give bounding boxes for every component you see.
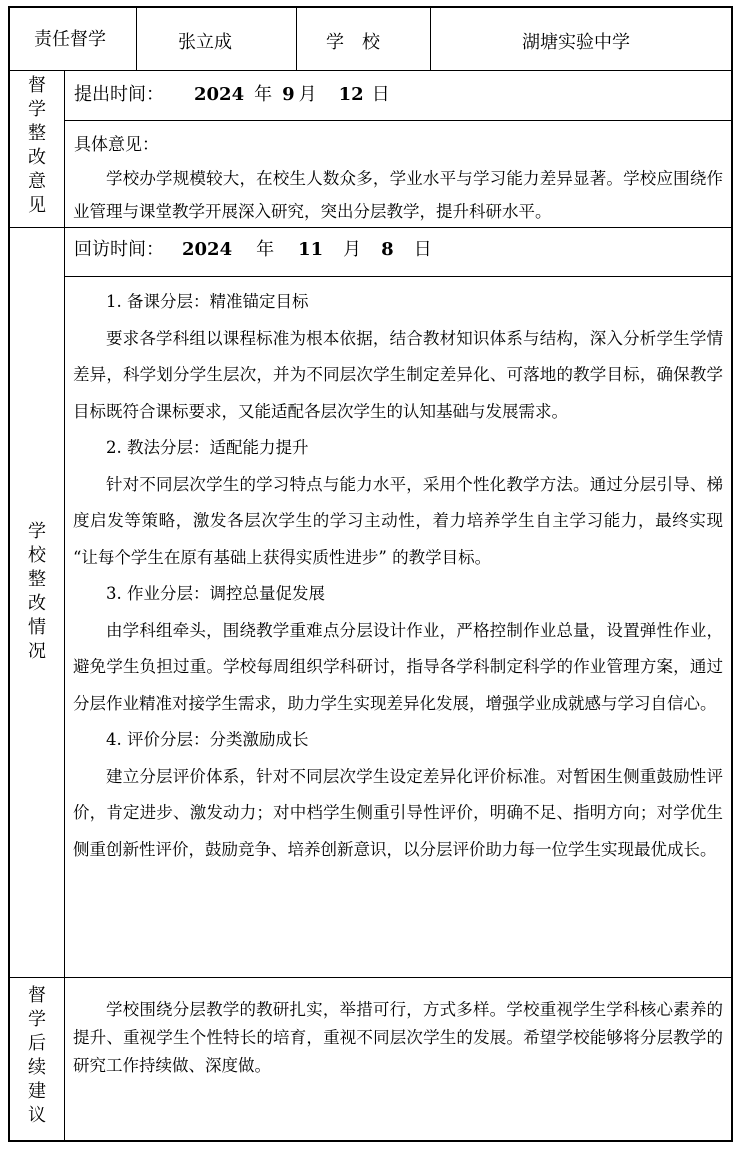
- section1-label: 督学整改意见: [28, 75, 46, 216]
- section3-label: 督学后续建议: [28, 985, 46, 1126]
- revisit-date: [74, 240, 432, 260]
- item-1-text: 要求各学科组以课程标准为根本依据，结合教材知识体系与结构，深入分析学生学情差异，科学划分学生层次，并为不同层次学生制定差异化、可落地的教学目标，确保教学目标既符合课标要求，又能适配各层次学生的认知基础与发展需求。: [73, 328, 723, 421]
- proposal-date-label: 提出时间：: [74, 84, 164, 105]
- revisit-unit-day: 日: [413, 239, 432, 260]
- section2-bottom-line: [8, 977, 733, 978]
- proposal-unit-day: 日: [371, 84, 390, 105]
- item-1-heading: 1. 备课分层：精准锚定目标: [106, 292, 309, 311]
- item-3-text: 由学科组牵头，围绕教学重难点分层设计作业，严格控制作业总量，设置弹性作业，避免学生负担过重。学校每周组织学科研讨，指导各学科制定科学的作业管理方案，通过分层作业精准对接学生需求，助力学生实现差异化发展，增强学业成就感与学习自信心。: [73, 620, 723, 713]
- proposal-unit-year: 年: [254, 84, 273, 105]
- section2-inner-line: [64, 276, 733, 277]
- header-divider-2: [296, 6, 297, 70]
- item-2-heading: 2. 教法分层：适配能力提升: [106, 438, 309, 457]
- item-3-heading: 3. 作业分层：调控总量促发展: [106, 584, 325, 603]
- revisit-unit-month: 月: [343, 239, 362, 260]
- revisit-date-year: 2024: [182, 239, 233, 260]
- opinion-text: 学校办学规模较大，在校生人数众多，学业水平与学习能力差异显著。学校应围绕作业管理与课堂教学开展深入研究，突出分层教学，提升科研水平。: [73, 169, 723, 221]
- proposal-date: [74, 85, 390, 105]
- rectification-list: [73, 284, 723, 868]
- opinion-text-block: [73, 162, 723, 228]
- opinion-title: 具体意见：: [74, 135, 159, 155]
- border-top: [8, 6, 733, 8]
- revisit-date-label: 回访时间：: [74, 239, 164, 260]
- proposal-date-year: 2024: [194, 84, 245, 105]
- role-label: 责任督学: [34, 29, 106, 50]
- follow-up-block: [73, 996, 723, 1080]
- follow-up-text: 学校围绕分层教学的教研扎实，举措可行，方式多样。学校重视学生学科核心素养的提升、重视学生个性特长的培育，重视不同层次学生的发展。希望学校能够将分层教学的研究工作持续做、深度做。: [73, 1000, 723, 1075]
- inspector-name: 张立成: [178, 32, 232, 53]
- item-4-heading: 4. 评价分层：分类激励成长: [106, 730, 309, 749]
- border-left: [8, 6, 10, 1142]
- proposal-date-day: 12: [338, 84, 364, 105]
- proposal-date-month: 9: [282, 84, 295, 105]
- item-4-text: 建立分层评价体系，针对不同层次学生设定差异化评价标准。对暂困生侧重鼓励性评价，肯定进步、激发动力；对中档学生侧重引导性评价，明确不足、指明方向；对学优生侧重创新性评价，鼓励竞争、培养创新意识，以分层评价助力每一位学生实现最优成长。: [73, 766, 723, 859]
- border-bottom: [8, 1140, 733, 1142]
- proposal-unit-month: 月: [298, 84, 317, 105]
- section2-label: 学校整改情况: [28, 521, 46, 662]
- border-right: [731, 6, 733, 1142]
- label-column-divider: [64, 70, 65, 1142]
- header-divider-1: [136, 6, 137, 70]
- revisit-date-day: 8: [381, 239, 394, 260]
- school-label: 学 校: [326, 32, 380, 53]
- item-2-text: 针对不同层次学生的学习特点与能力水平，采用个性化教学方法。通过分层引导、梯度启发等策略，激发各层次学生的学习主动性，着力培养学生自主学习能力，最终实现 “让每个学生在原有基础上获得实质性进步” 的教学目标。: [73, 474, 723, 567]
- section1-inner-line: [64, 120, 733, 121]
- school-name: 湖塘实验中学: [522, 32, 630, 53]
- header-bottom-line: [8, 70, 733, 71]
- revisit-unit-year: 年: [256, 239, 275, 260]
- header-divider-3: [430, 6, 431, 70]
- revisit-date-month: 11: [298, 239, 324, 260]
